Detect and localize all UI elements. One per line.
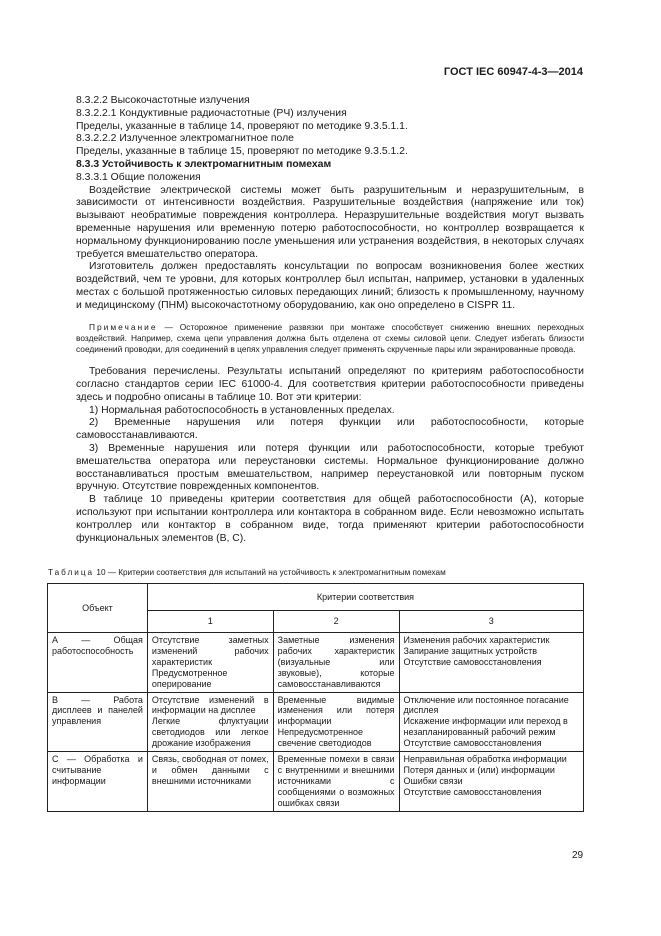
- paragraph-4: В таблице 10 приведены критерии соответствия для общей работоспособности (А), которые используют при испытании контроллера или контактора в собранном виде. Если невозможно испытать контроллер или контактор в собранном виде, тогда применяют критерии работоспособности функциональных элементов (В, С).: [76, 494, 584, 544]
- table-cell-line: Легкие флуктуации светодиодов или легкое дрожание изображения: [151, 716, 269, 749]
- table-caption-text: 10 — Критерии соответствия для испытаний на устойчивость к электромагнитным помехам: [96, 568, 446, 577]
- row-c-criterion-3: [399, 752, 583, 812]
- row-c-criterion-1: [147, 752, 273, 812]
- paragraph-1: Воздействие электрической системы может быть разрушительным и неразрушительным, в зависимости от интенсивности воздействия. Разрушительные воздействия (напряжение или ток) вызывают необратимые повреждения контроллера. Неразрушительные воздействия могут вызвать временные нарушения или временную потерю работоспособности, но контроллер возвращается к нормальному функционированию после уменьшения или устранения воздействия, в некоторых случаях требуется вмешательство оператора.: [76, 184, 584, 260]
- header-col-2: 2: [273, 611, 399, 633]
- paragraph-3: Требования перечислены. Результаты испытаний определяют по критериям работоспособности согласно стандартов серии IEC 61000-4. Для соответствия критерии работоспособности приведены здесь и подробно описаны в таблице 10. Вот эти критерии:: [76, 366, 584, 403]
- table-cell-line: Потеря данных и (или) информации: [403, 764, 555, 775]
- table-cell-line: Заметные изменения рабочих характеристик (визуальные или звуковые), которые самовосстанавливаются: [277, 635, 395, 689]
- row-c-object: С — Обработка и считывание информации: [48, 752, 148, 812]
- table-row: [48, 752, 584, 812]
- row-b-object: В — Работа дисплеев и панелей управления: [48, 692, 148, 752]
- table-cell-line: Искажение информации или переход в незапланированный рабочий режим: [403, 716, 568, 738]
- header-object: Объект: [48, 584, 148, 633]
- row-a-criterion-1: [147, 633, 273, 693]
- main-text: [76, 95, 584, 545]
- document-header: ГОСТ IEC 60947-4-3—2014: [443, 66, 583, 78]
- table-cell-line: Временные помехи в связи с внутренними и внешними источниками с сообщениями о возможных ошибках связи: [277, 754, 395, 808]
- table-cell-line: Изменения рабочих характеристик: [403, 635, 550, 645]
- table-caption-label: Таблица: [48, 568, 95, 577]
- section-8-3-3-1: 8.3.3.1 Общие положения: [76, 171, 201, 183]
- header-criteria: Критерии соответствия: [147, 584, 583, 611]
- header-col-1: 1: [147, 611, 273, 633]
- table-row: [48, 633, 584, 693]
- criteria-table: [47, 583, 584, 812]
- row-a-criterion-3: [399, 633, 583, 693]
- row-b-criterion-1: [147, 692, 273, 752]
- table-cell-line: Отсутствие изменений в информации на дисплее: [151, 694, 269, 716]
- table-row: [48, 692, 584, 752]
- table-caption: [48, 568, 608, 577]
- table-cell-line: Отсутствие заметных изменений рабочих характеристик: [151, 635, 269, 667]
- table-cell-line: Непредусмотренное свечение светодиодов: [277, 727, 372, 749]
- section-8-3-3-heading: 8.3.3 Устойчивость к электромагнитным помехам: [76, 158, 332, 170]
- note-label: Примечание: [89, 321, 158, 332]
- row-b-criterion-2: [273, 692, 399, 752]
- table-cell-line: Связь, свободная от помех, и обмен данными с внешними источниками: [151, 754, 269, 786]
- section-8-3-2-2-2: 8.3.2.2.2 Излученное электромагнитное поле: [76, 133, 294, 145]
- table-cell-line: Запирание защитных устройств: [403, 645, 537, 656]
- table-cell-line: Временные видимые изменения или потеря информации: [277, 694, 395, 727]
- limits-text-2: Пределы, указанные в таблице 15, проверяют по методике 9.3.5.1.2.: [76, 146, 408, 158]
- row-a-object: А — Общая работоспособность: [48, 633, 148, 693]
- table-header-row: [48, 584, 584, 611]
- table-cell-line: Отсутствие самовосстановления: [403, 786, 542, 797]
- table-cell-line: Ошибки связи: [403, 775, 463, 786]
- section-8-3-2-2: 8.3.2.2 Высокочастотные излучения: [76, 95, 250, 106]
- note: [76, 322, 584, 356]
- table-cell-line: Отсутствие самовосстановления: [403, 738, 542, 749]
- criterion-1: 1) Нормальная работоспособность в установленных пределах.: [89, 404, 395, 416]
- limits-text-1: Пределы, указанные в таблице 14, проверяют по методике 9.3.5.1.1.: [76, 120, 408, 132]
- table-cell-line: Отсутствие самовосстановления: [403, 656, 542, 667]
- row-b-criterion-3: [399, 692, 583, 752]
- page-number: 29: [572, 850, 584, 861]
- paragraph-2: Изготовитель должен предоставлять консультации по вопросам возникновения более жестких воздействий, чем те уровни, для которых контроллер был испытан, например, установки в удаленных местах с большой протяженностью силовых передающих линий; близость к промышленному, научному и медицинскому (ПНМ) высокочастотному оборудованию, как оно определено в CISPR 11.: [76, 261, 584, 311]
- header-col-3: 3: [399, 611, 583, 633]
- table-cell-line: Неправильная обработка информации: [403, 754, 567, 765]
- row-a-criterion-2: [273, 633, 399, 693]
- criterion-2: 2) Временные нарушения или потеря функции или работоспособности, которые самовосстанавливаются.: [76, 417, 584, 442]
- note-text: — Осторожное применение развязки при монтаже способствует снижению внешних переходных воздействий. Например, схема цепи управления должна быть отделена от схемы силовой цепи. Следует избегать близости соединений проводки, для соединений в цепях управления следует применять скрученные пары или экранированные провода.: [76, 321, 584, 354]
- row-c-criterion-2: [273, 752, 399, 812]
- criterion-3: 3) Временные нарушения или потеря функции или работоспособности, которые требуют вмешательства оператора или переустановки системы. Нормальное функционирование должно восстанавливаться простым вмешательством, например переустановкой или повторным пуском вручную. Отсутствие поврежденных компонентов.: [76, 442, 584, 493]
- table-cell-line: Отключение или постоянное погасание дисплея: [403, 694, 569, 716]
- section-8-3-2-2-1: 8.3.2.2.1 Кондуктивные радиочастотные (РЧ) излучения: [76, 107, 347, 119]
- table-cell-line: Предусмотренное оперирование: [151, 667, 228, 689]
